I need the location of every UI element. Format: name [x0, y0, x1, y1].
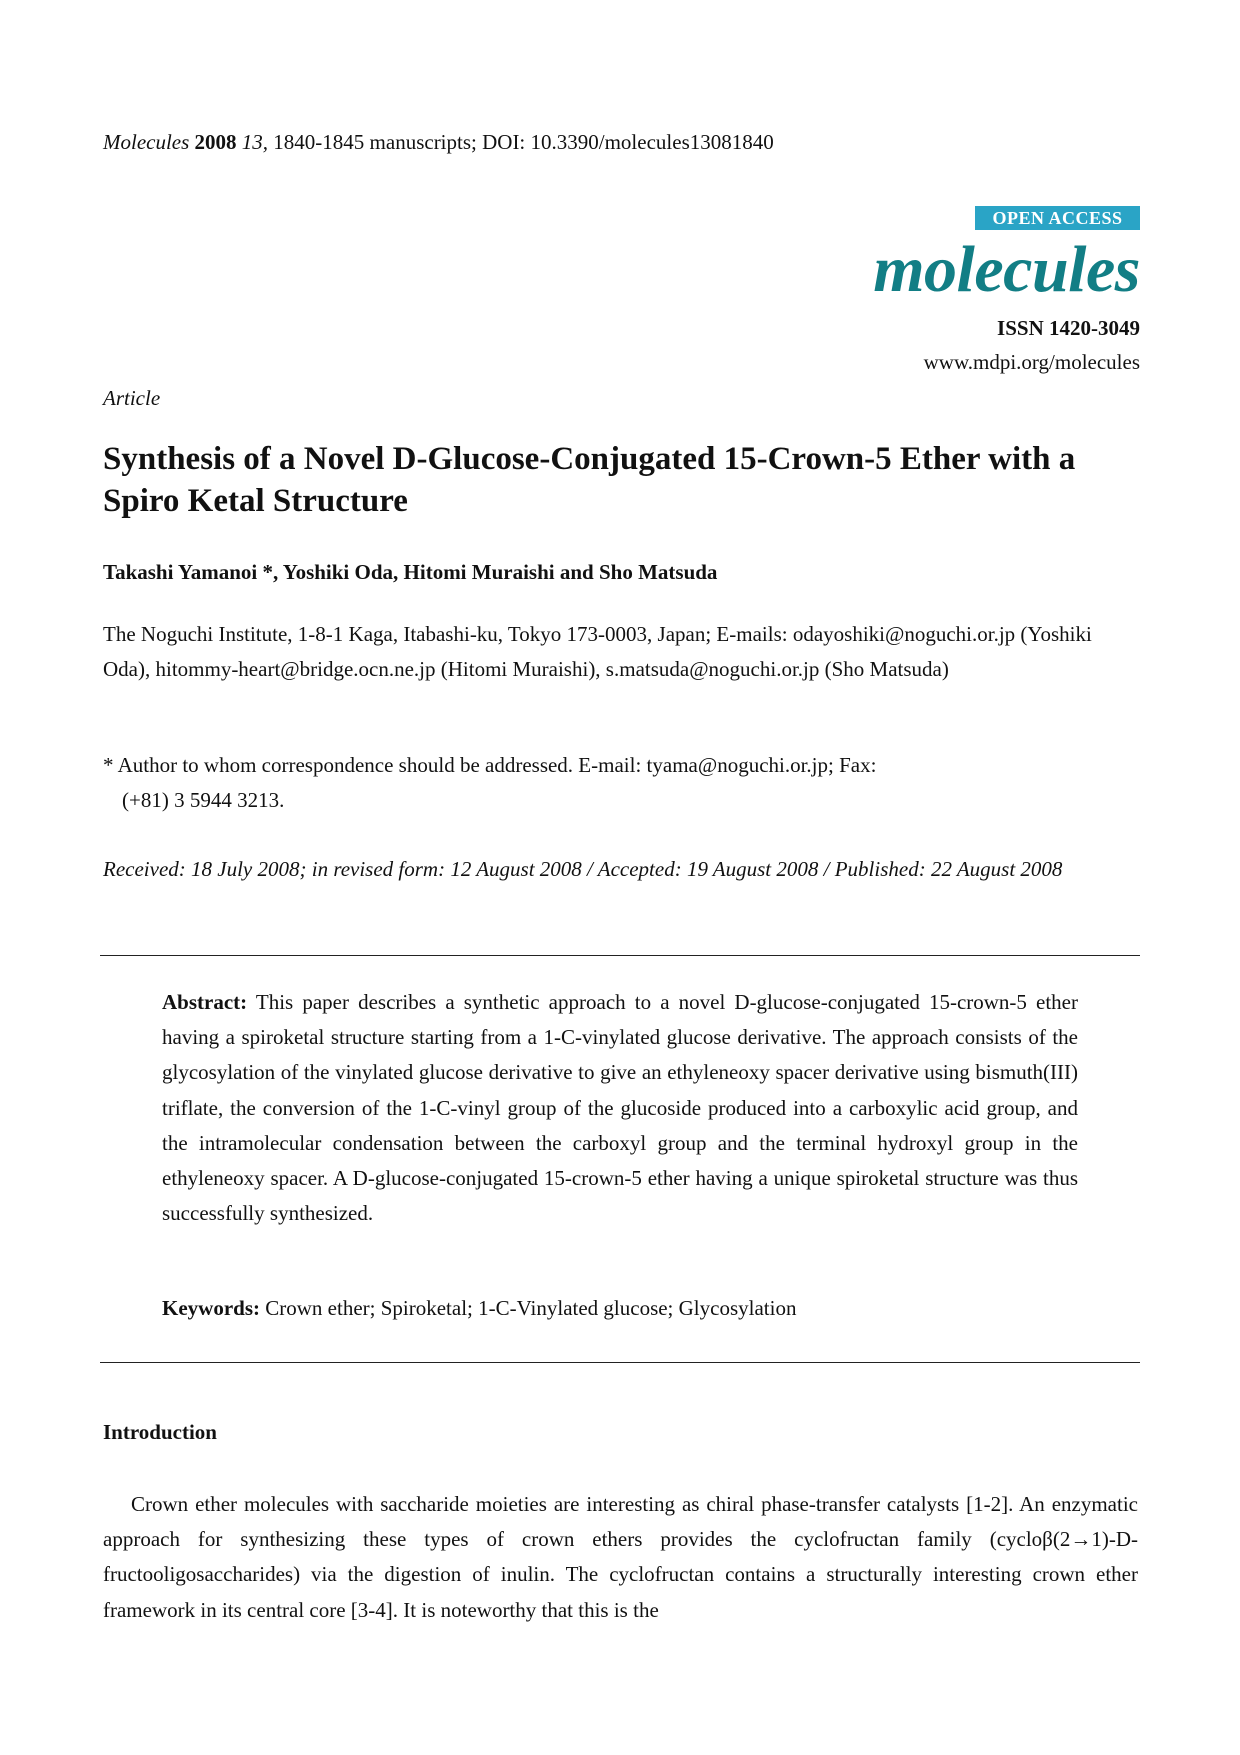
abstract-label: Abstract:: [162, 990, 248, 1014]
divider-top: [100, 955, 1140, 956]
journal-name: Molecules: [103, 130, 190, 154]
affiliation: The Noguchi Institute, 1-8-1 Kaga, Itabashi-ku, Tokyo 173-0003, Japan; E-mails: odayoshiki@noguchi.or.jp (Yoshiki Oda), hitommy-heart@bridge.ocn.ne.jp (Hitomi Muraishi), s.matsuda@noguchi.or.jp (Sho Matsuda): [103, 622, 1092, 681]
correspondence-line-1: * Author to whom correspondence should be addressed. E-mail: tyama@noguchi.or.jp; Fax:: [103, 753, 877, 777]
open-access-badge: OPEN ACCESS: [975, 206, 1140, 230]
citation-year: 2008: [194, 130, 237, 154]
journal-logo: molecules: [873, 233, 1140, 306]
journal-website-link[interactable]: www.mdpi.org/molecules: [923, 350, 1140, 374]
keywords-label: Keywords:: [162, 1296, 260, 1320]
citation-pages: 1840-1845 manuscripts; DOI: 10.3390/molecules13081840: [268, 130, 774, 154]
keywords-text: Crown ether; Spiroketal; 1-C-Vinylated glucose; Glycosylation: [260, 1296, 797, 1320]
abstract-text: This paper describes a synthetic approach to a novel D-glucose-conjugated 15-crown-5 ether having a spiroketal structure starting from a 1-C-vinylated glucose derivative. The approach consists of the glycosylation of the vinylated glucose derivative to give an ethyleneoxy spacer derivative using bismuth(III) triflate, the conversion of the 1-C-vinyl group of the glucoside produced into a carboxylic acid group, and the intramolecular condensation between the carboxyl group and the terminal hydroxyl group in the ethyleneoxy spacer. A D-glucose-conjugated 15-crown-5 ether having a unique spiroketal structure was thus successfully synthesized.: [162, 990, 1078, 1226]
section-heading-introduction: Introduction: [103, 1420, 217, 1444]
keywords: [162, 1296, 796, 1321]
introduction-paragraph: Crown ether molecules with saccharide moieties are interesting as chiral phase-transfer catalysts [1-2]. An enzymatic approach for synthesizing these types of crown ethers provides the cyclofructan family (cycloβ(2→1)-D-fructooligosaccharides) via the digestion of inulin. The cyclofructan contains a structurally interesting crown ether framework in its central core [3-4]. It is noteworthy that this is the: [103, 1492, 1138, 1622]
publication-dates: Received: 18 July 2008; in revised form: 12 August 2008 / Accepted: 19 August 2008 / Published: 22 August 2008: [103, 857, 1063, 881]
author-list: Takashi Yamanoi *, Yoshiki Oda, Hitomi Muraishi and Sho Matsuda: [103, 560, 718, 584]
paper-title: Synthesis of a Novel D-Glucose-Conjugated 15-Crown-5 Ether with a Spiro Ketal Structure: [103, 441, 1076, 519]
divider-bottom: [100, 1362, 1140, 1363]
correspondence-line-2: (+81) 3 5944 3213.: [122, 788, 285, 812]
citation-line: [103, 130, 774, 155]
citation-volume: 13,: [241, 130, 269, 154]
article-type: Article: [103, 386, 161, 410]
correspondence-note: [103, 748, 1133, 818]
issn: ISSN 1420-3049: [997, 316, 1140, 340]
abstract: [162, 985, 1078, 1231]
